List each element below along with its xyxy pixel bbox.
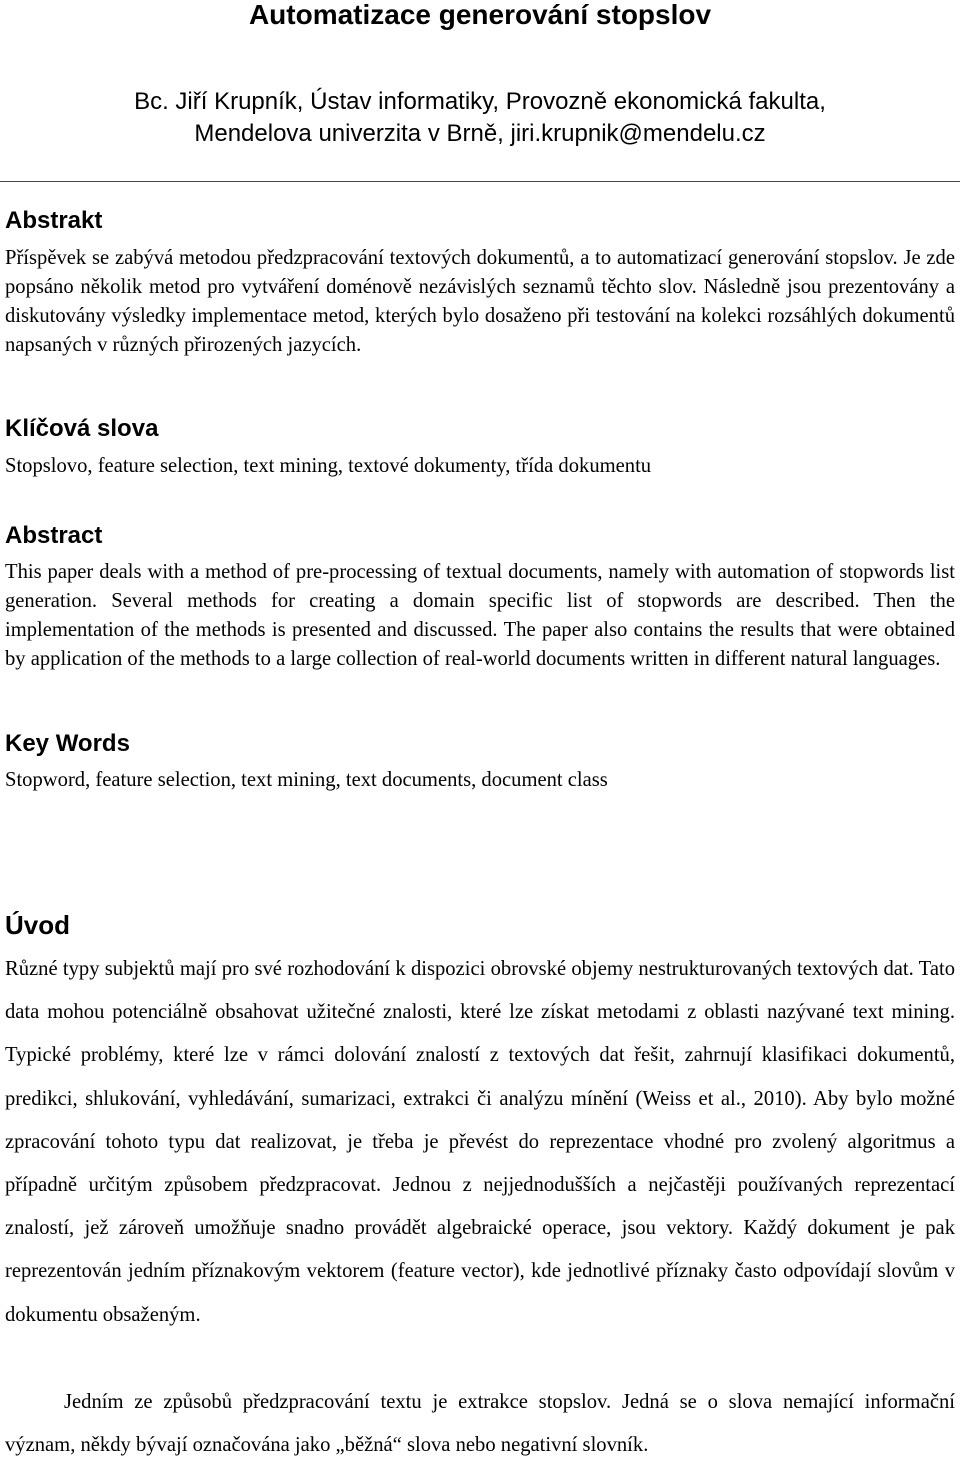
klicova-slova-text: Stopslovo, feature selection, text mining, textové dokumenty, třída dokumentu xyxy=(5,455,652,477)
paper-title: Automatizace generování stopslov xyxy=(248,0,712,30)
uvod-paragraph-1: Různé typy subjektů mají pro své rozhodování k dispozici obrovské objemy nestrukturovaných textových dat. Tato data mohou potenciálně obsahovat užitečné znalosti, které lze získat metodami z oblasti nazývané text mining. Typické problémy, které lze v rámci dolování znalostí z textových dat řešit, zahrnují klasifikaci dokumentů, predikci, shlukování, vyhledávání, sumarizaci, extrakci či analýzu mínění (Weiss et al., 2010). Aby bylo možné zpracování tohoto typu dat realizovat, je třeba je převést do reprezentace vhodné pro zvolený algoritmus a případně určitým způsobem předzpracovat. Jednou z nejjednodušších a nejčastěji používaných reprezentací znalostí, jež zároveň umožňuje snadno provádět algebraické operace, jsou vektory. Každý dokument je pak reprezentován jedním příznakovým vektorem (feature vector), kde jednotlivé příznaky často odpovídají slovům v dokumentu obsaženým. xyxy=(5,958,955,1326)
key-words-text: Stopword, feature selection, text mining, text documents, document class xyxy=(5,769,608,791)
uvod-heading: Úvod xyxy=(5,910,70,940)
abstract-text: This paper deals with a method of pre-processing of textual documents, namely with automation of stopwords list generation. Several methods for creating a domain specific list of stopwords are described. Then the implementation of the methods is presented and discussed. The paper also contains the results that were obtained by application of the methods to a large collection of real-world documents written in different natural languages. xyxy=(5,561,955,670)
uvod-paragraph-2: Jedním ze způsobů předzpracování textu je extrakce stopslov. Jedná se o slova nemající informační význam, někdy bývají označována jako „běžná“ slova nebo negativní slovník. xyxy=(5,1391,955,1457)
key-words-heading: Key Words xyxy=(5,730,130,757)
author-line-2: Mendelova univerzita v Brně, jiri.krupnik@mendelu.cz xyxy=(194,120,766,147)
author-affiliation xyxy=(0,86,960,150)
klicova-slova-heading: Klíčová slova xyxy=(5,415,159,442)
abstrakt-heading: Abstrakt xyxy=(5,207,103,234)
abstrakt-text: Příspěvek se zabývá metodou předzpracování textových dokumentů, a to automatizací generování stopslov. Je zde popsáno několik metod pro vytváření doménově nezávislých seznamů těchto slov. Následně jsou prezentovány a diskutovány výsledky implementace metod, kterých bylo dosaženo při testování na kolekci rozsáhlých dokumentů napsaných v různých přirozených jazycích. xyxy=(5,247,955,356)
title-divider xyxy=(0,181,960,182)
abstract-heading: Abstract xyxy=(5,522,103,549)
author-line-1: Bc. Jiří Krupník, Ústav informatiky, Provozně ekonomická fakulta, xyxy=(134,88,826,115)
